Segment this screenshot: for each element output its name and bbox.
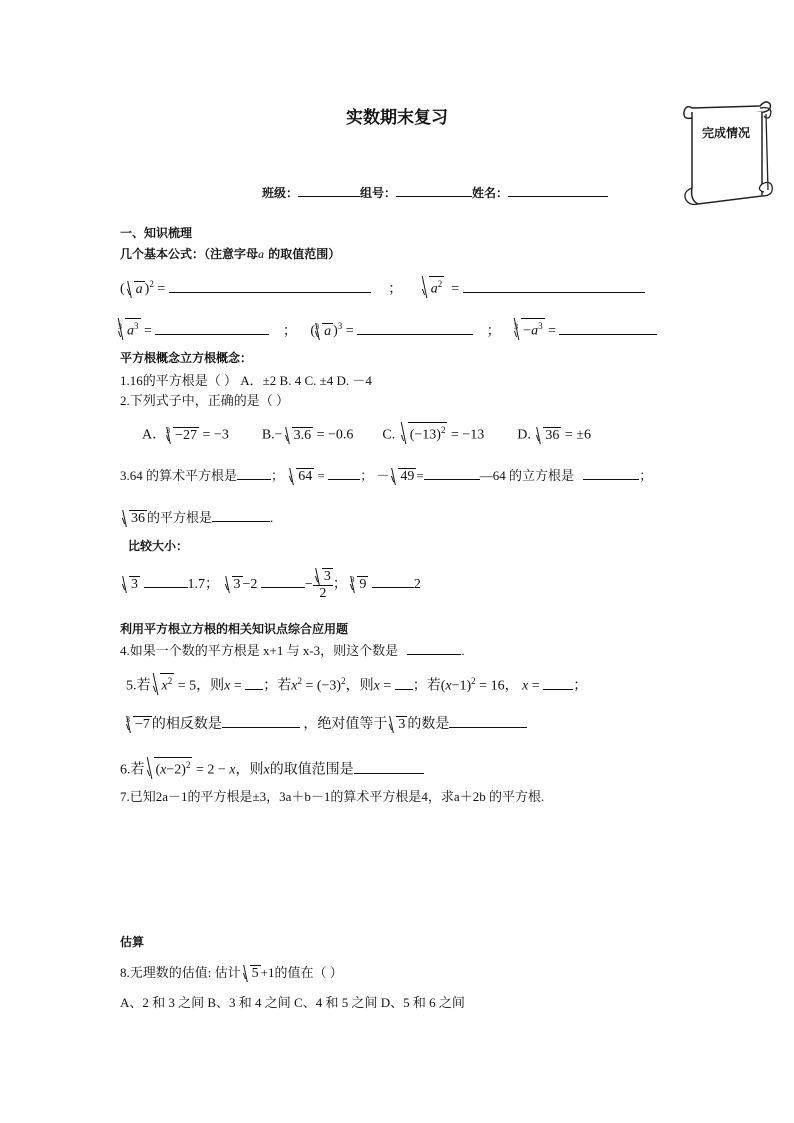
question-1: 1.16的平方根是（ ） A．±2 B. 4 C. ±4 D. －4 bbox=[120, 373, 372, 388]
answer-blank[interactable] bbox=[372, 574, 414, 588]
question-8-options: A、2 和 3 之间 B、3 和 4 之间 C、4 和 5 之间 D、5 和 6 之间 bbox=[120, 995, 465, 1010]
question-4: 4.如果一个数的平方根是 x+1 与 x-3，则这个数是 . bbox=[120, 643, 465, 658]
answer-blank[interactable] bbox=[424, 466, 480, 480]
question-3-line2: 36 的平方根是 . bbox=[120, 507, 273, 527]
answer-blank[interactable] bbox=[559, 321, 657, 335]
estimate-heading: 估算 bbox=[120, 935, 145, 949]
compare-row: 3 1.7； 3 −2 − $\frac{3}{2}$ ； $^3$ 9 2 bbox=[120, 568, 421, 602]
answer-blank[interactable] bbox=[328, 466, 360, 480]
formula-row-1: ( a )$^2$ = ； $a^2$ = bbox=[120, 276, 645, 298]
scroll-badge bbox=[678, 100, 778, 212]
answer-blank[interactable] bbox=[155, 321, 269, 335]
question-5-line2: $^3$ −7 的相反数是 ，绝对值等于 3 的数是 bbox=[126, 713, 527, 733]
answer-blank[interactable] bbox=[543, 676, 573, 690]
answer-blank[interactable] bbox=[245, 676, 263, 690]
answer-blank[interactable] bbox=[169, 279, 371, 293]
header-fields bbox=[262, 183, 608, 201]
scroll-icon bbox=[678, 100, 778, 212]
formulas-heading: 几个基本公式：（注意字母a 的取值范围） bbox=[120, 247, 341, 261]
answer-blank[interactable] bbox=[222, 714, 300, 728]
question-7: 7.已知2a－1的平方根是±3，3a＋b－1的算术平方根是4，求a＋2b 的平方根. bbox=[120, 789, 545, 804]
question-3: 3.64 的算术平方根是 ； 64 = ； － 49 = —64 的立方根是 ； bbox=[120, 468, 653, 484]
concepts-heading: 平方根概念立方根概念： bbox=[120, 351, 253, 365]
question-2-options: A．$^3$ −27 = −3 B.− 3.6 = −0.6 C. $(-13)^2 = -13$ D. 36 = ±6 bbox=[142, 422, 591, 444]
name-field[interactable] bbox=[508, 183, 608, 197]
answer-blank[interactable] bbox=[212, 508, 270, 522]
answer-blank[interactable] bbox=[354, 760, 424, 774]
compare-heading: 比较大小： bbox=[128, 539, 189, 553]
page-title: 实数期末复习 bbox=[346, 108, 448, 128]
answer-blank[interactable] bbox=[407, 641, 461, 655]
formula-row-2: $^3$ $a^3$ = ； ($^3$ a )$^3$ = ； $^3 -a^3$ = bbox=[118, 318, 657, 340]
section-heading-knowledge: 一、知识梳理 bbox=[120, 226, 193, 240]
group-field[interactable] bbox=[396, 183, 472, 197]
answer-blank[interactable] bbox=[395, 676, 413, 690]
answer-blank[interactable] bbox=[583, 466, 639, 480]
class-label: 班级： bbox=[262, 186, 299, 200]
answer-blank[interactable] bbox=[237, 466, 271, 480]
scroll-label: 完成情况 bbox=[702, 126, 751, 140]
name-label: 姓名： bbox=[472, 186, 509, 200]
question-8: 8.无理数的估值: 估计 5 +1的值在（ ） bbox=[120, 965, 343, 981]
answer-blank[interactable] bbox=[144, 574, 188, 588]
group-label: 组号： bbox=[360, 186, 397, 200]
question-2: 2.下列式子中，正确的是（ ） bbox=[120, 393, 290, 408]
applications-heading: 利用平方根立方根的相关知识点综合应用题 bbox=[120, 622, 349, 636]
answer-blank[interactable] bbox=[357, 321, 473, 335]
class-field[interactable] bbox=[298, 183, 360, 197]
question-5: 5.若 $x^2 = 5$，则x = ；若$x^2 = (-3)^2$，则x = ；若$(x-1)^2 = 16$， x = ； bbox=[126, 673, 587, 695]
question-6: 6.若 $(x-2)^2 = 2 - x$，则x的取值范围是 bbox=[120, 757, 424, 779]
answer-blank[interactable] bbox=[449, 714, 527, 728]
answer-blank[interactable] bbox=[463, 279, 645, 293]
answer-blank[interactable] bbox=[261, 574, 305, 588]
